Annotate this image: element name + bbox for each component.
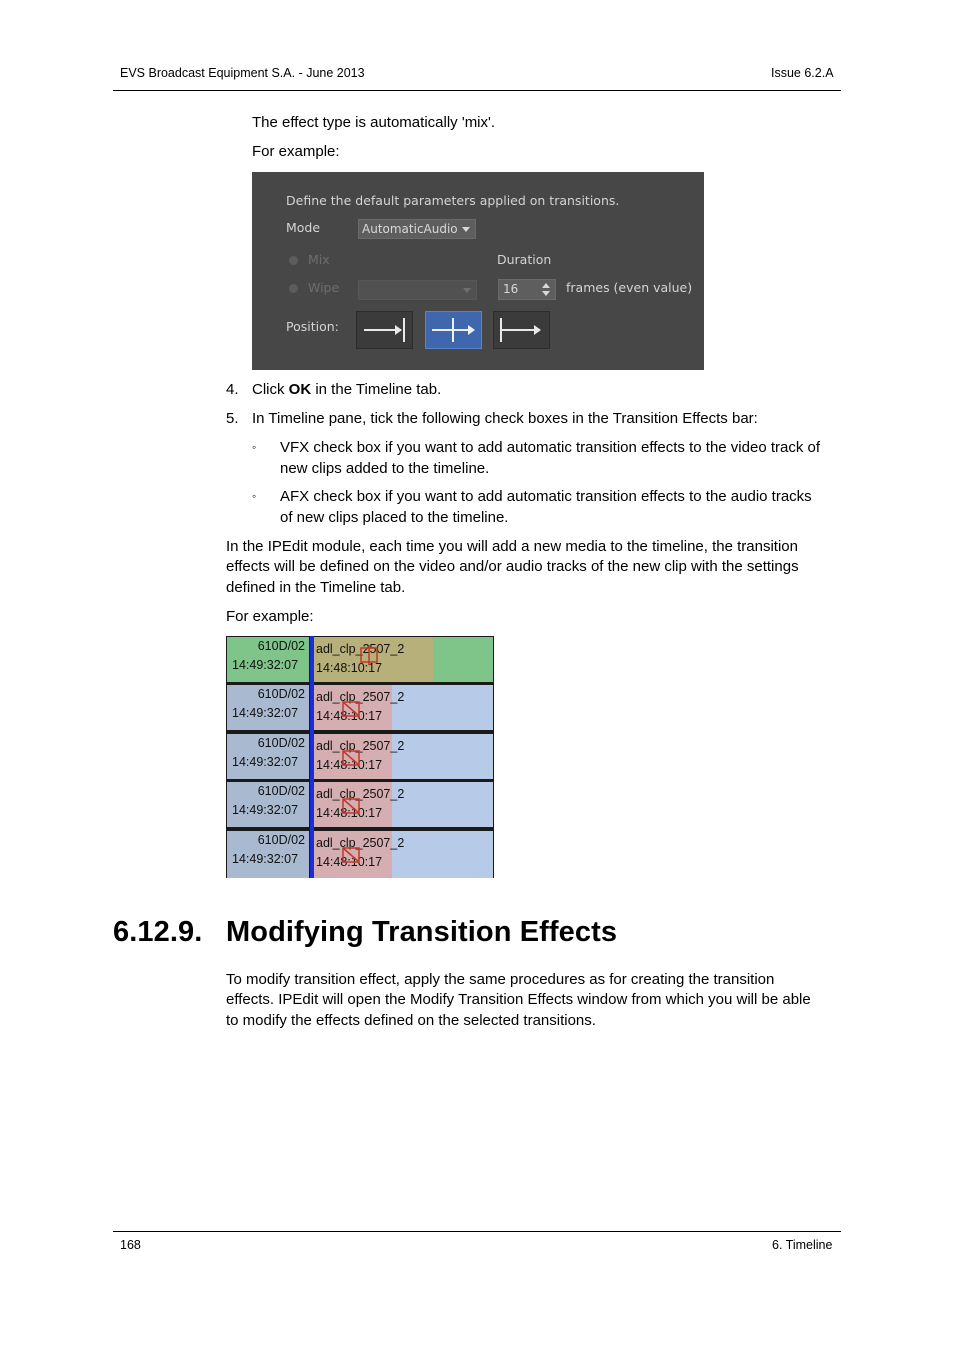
source-cell xyxy=(227,831,309,878)
arrow-through-bar-icon xyxy=(426,312,481,348)
position-before-button[interactable] xyxy=(356,311,413,349)
transition-defaults-dialog xyxy=(252,172,704,370)
footer-rule xyxy=(113,1231,841,1232)
bullet-mark: ◦ xyxy=(252,489,257,503)
clip-timecode: 14:48:10:17 xyxy=(316,758,383,772)
transition-marker-icon xyxy=(341,699,363,719)
para1-line1: In the IPEdit module, each time you will add a new media to the timeline, the transition xyxy=(226,538,798,555)
chevron-down-icon xyxy=(462,227,470,232)
clip-cell xyxy=(314,685,493,730)
step-4-post: in the Timeline tab. xyxy=(311,381,442,398)
source-cell xyxy=(227,637,309,682)
section-number: 6.12.9. xyxy=(113,916,203,948)
para2-line2: effects. IPEdit will open the Modify Transition Effects window from which you will be able xyxy=(226,991,811,1008)
mode-select[interactable] xyxy=(358,219,476,239)
source-cell xyxy=(227,685,309,730)
bullet-vfx-line1: VFX check box if you want to add automatic transition effects to the video track of xyxy=(280,439,821,456)
mix-radio[interactable] xyxy=(289,256,298,265)
clip-timecode: 14:48:10:17 xyxy=(316,855,383,869)
source-timecode: 14:49:32:07 xyxy=(232,755,299,769)
frames-label: frames (even value) xyxy=(566,280,693,295)
bar-to-arrow-icon xyxy=(494,312,549,348)
bullet-vfx-line2: new clips added to the timeline. xyxy=(280,460,490,477)
wipe-label: Wipe xyxy=(308,280,340,295)
source-id: 610D/02 xyxy=(257,639,305,653)
arrow-to-bar-icon xyxy=(357,312,412,348)
timeline-row-video xyxy=(226,636,494,682)
clip-name: adl_clp_2507_2 xyxy=(316,787,405,801)
bullet-afx-line2: of new clips placed to the timeline. xyxy=(280,509,509,526)
timeline-screenshot xyxy=(226,636,494,878)
chevron-down-icon xyxy=(463,288,471,293)
transition-marker-icon xyxy=(341,845,363,865)
clip-cell xyxy=(314,734,493,779)
bullet-afx-line1: AFX check box if you want to add automatic transition effects to the audio tracks xyxy=(280,488,812,505)
timeline-row-audio xyxy=(226,733,494,779)
transition-marker-icon xyxy=(359,645,381,665)
timeline-row-audio xyxy=(226,781,494,827)
playhead-cursor[interactable] xyxy=(310,636,314,878)
step-5-text: In Timeline pane, tick the following check boxes in the Transition Effects bar: xyxy=(252,410,758,427)
wipe-radio[interactable] xyxy=(289,284,298,293)
dialog-title: Define the default parameters applied on transitions. xyxy=(286,193,620,208)
source-cell xyxy=(227,782,309,827)
header-left: EVS Broadcast Equipment S.A. - June 2013 xyxy=(120,66,365,80)
header-rule xyxy=(113,90,841,91)
timeline-row-audio xyxy=(226,684,494,730)
step-4-number: 4. xyxy=(226,381,239,398)
clip-cell xyxy=(314,637,493,682)
source-timecode: 14:49:32:07 xyxy=(232,852,299,866)
clip-cell xyxy=(314,831,493,878)
clip-timecode: 14:48:10:17 xyxy=(316,709,383,723)
clip-timecode: 14:48:10:17 xyxy=(316,661,383,675)
page-number: 168 xyxy=(120,1238,141,1252)
source-id: 610D/02 xyxy=(257,784,305,798)
header-right: Issue 6.2.A xyxy=(771,66,834,80)
mix-label: Mix xyxy=(308,252,330,267)
para1-line3: defined in the Timeline tab. xyxy=(226,579,406,596)
footer-chapter: 6. Timeline xyxy=(772,1238,833,1252)
source-cell xyxy=(227,734,309,779)
section-title: Modifying Transition Effects xyxy=(226,916,618,948)
source-id: 610D/02 xyxy=(257,736,305,750)
mode-label: Mode xyxy=(286,220,321,235)
position-label: Position: xyxy=(286,319,339,334)
bullet-mark: ◦ xyxy=(252,440,257,454)
increment-icon[interactable] xyxy=(542,283,550,288)
clip-timecode: 14:48:10:17 xyxy=(316,806,383,820)
example-label: For example: xyxy=(252,143,340,160)
source-timecode: 14:49:32:07 xyxy=(232,803,299,817)
source-id: 610D/02 xyxy=(257,833,305,847)
clip-name: adl_clp_2507_2 xyxy=(316,836,405,850)
intro-text: The effect type is automatically 'mix'. xyxy=(252,114,496,131)
clip-name: adl_clp_2507_2 xyxy=(316,642,405,656)
transition-marker-icon xyxy=(341,748,363,768)
position-center-button[interactable] xyxy=(425,311,482,349)
step-5-number: 5. xyxy=(226,410,239,427)
example2-label: For example: xyxy=(226,608,314,625)
spinner-buttons[interactable] xyxy=(539,281,553,298)
step-4-bold: OK xyxy=(288,381,312,398)
para2-line1: To modify transition effect, apply the same procedures as for creating the transition xyxy=(226,971,775,988)
source-id: 610D/02 xyxy=(257,687,305,701)
decrement-icon[interactable] xyxy=(542,291,550,296)
duration-label: Duration xyxy=(497,252,552,267)
source-timecode: 14:49:32:07 xyxy=(232,658,299,672)
transition-marker-icon xyxy=(341,796,363,816)
step-4-pre: Click xyxy=(252,381,289,398)
mode-select-value: AutomaticAudio xyxy=(362,222,458,236)
clip-cell xyxy=(314,782,493,827)
source-timecode: 14:49:32:07 xyxy=(232,706,299,720)
timeline-row-audio xyxy=(226,830,494,876)
para1-line2: effects will be defined on the video and/or audio tracks of the new clip with the settings xyxy=(226,558,799,575)
duration-value: 16 xyxy=(503,282,519,296)
wipe-select[interactable] xyxy=(358,280,477,300)
duration-spinner[interactable] xyxy=(498,279,556,300)
step-4-text xyxy=(252,380,441,401)
clip-name: adl_clp_2507_2 xyxy=(316,690,405,704)
para2-line3: to modify the effects defined on the selected transitions. xyxy=(226,1012,596,1029)
clip-name: adl_clp_2507_2 xyxy=(316,739,405,753)
position-after-button[interactable] xyxy=(493,311,550,349)
